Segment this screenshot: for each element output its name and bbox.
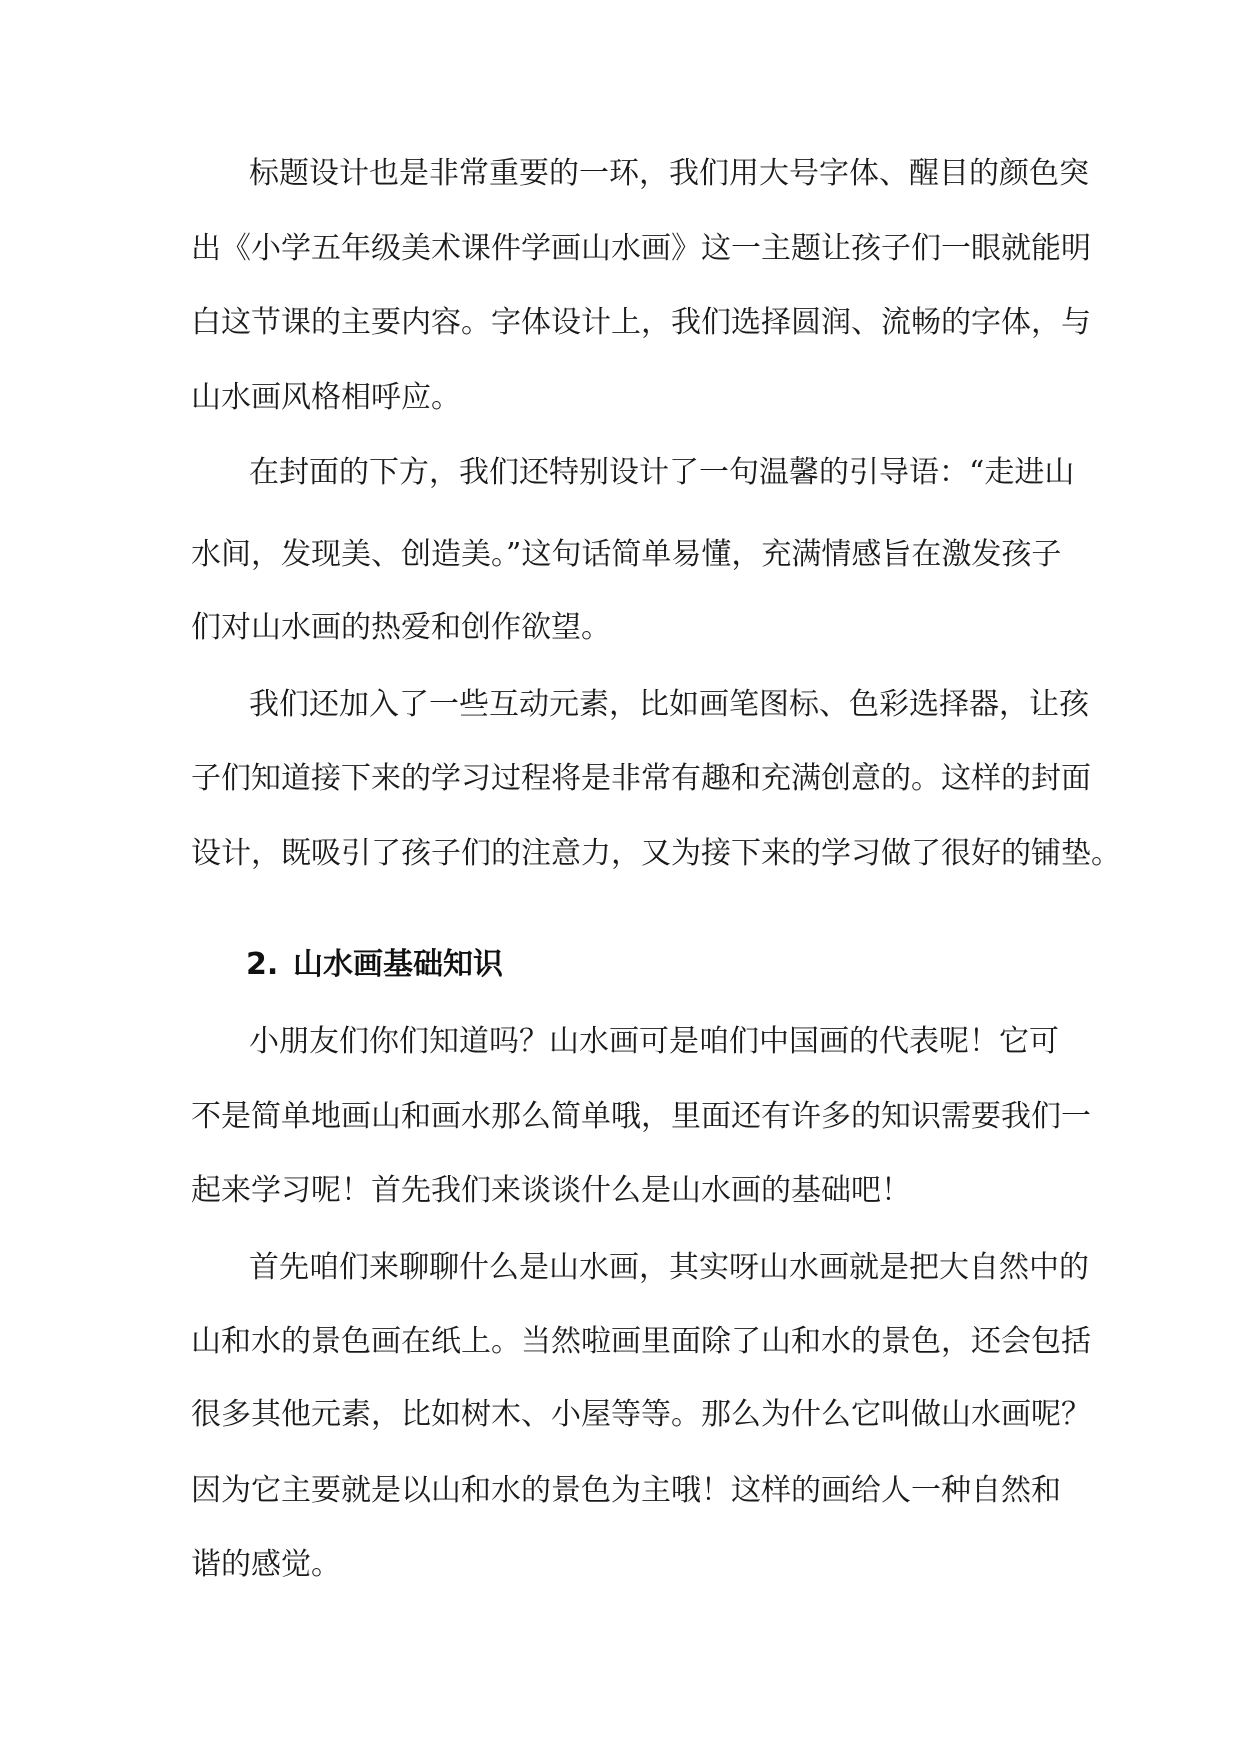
section-heading xyxy=(246,945,503,985)
paragraph-line: 标题设计也是非常重要的一环，我们用大号字体、醒目的颜色突 xyxy=(249,156,1089,191)
paragraph-line: 出《小学五年级美术课件学画山水画》这一主题让孩子们一眼就能明 xyxy=(191,231,1091,266)
section-number: 2. xyxy=(246,947,279,982)
paragraph-line: 首先咱们来聊聊什么是山水画，其实呀山水画就是把大自然中的 xyxy=(249,1250,1089,1285)
paragraph-line: 水间，发现美、创造美。”这句话简单易懂，充满情感旨在激发孩子 xyxy=(191,537,1062,572)
paragraph-line: 山和水的景色画在纸上。当然啦画里面除了山和水的景色，还会包括 xyxy=(191,1324,1091,1359)
paragraph-line: 在封面的下方，我们还特别设计了一句温馨的引导语：“走进山 xyxy=(249,455,1075,490)
paragraph-line: 们对山水画的热爱和创作欲望。 xyxy=(191,610,611,645)
paragraph-line: 谐的感觉。 xyxy=(191,1547,341,1582)
paragraph-line: 很多其他元素，比如树木、小屋等等。那么为什么它叫做山水画呢？ xyxy=(191,1397,1091,1432)
paragraph-line: 设计，既吸引了孩子们的注意力，又为接下来的学习做了很好的铺垫。 xyxy=(191,836,1121,871)
paragraph-line: 因为它主要就是以山和水的景色为主哦！这样的画给人一种自然和 xyxy=(191,1473,1061,1508)
paragraph-line: 山水画风格相呼应。 xyxy=(191,380,461,415)
paragraph-line: 我们还加入了一些互动元素，比如画笔图标、色彩选择器，让孩 xyxy=(249,687,1089,722)
paragraph-line: 白这节课的主要内容。字体设计上，我们选择圆润、流畅的字体，与 xyxy=(191,305,1091,340)
section-title: 山水画基础知识 xyxy=(293,947,503,982)
paragraph-line: 小朋友们你们知道吗？山水画可是咱们中国画的代表呢！它可 xyxy=(249,1024,1059,1059)
paragraph-line: 起来学习呢！首先我们来谈谈什么是山水画的基础吧！ xyxy=(191,1173,911,1208)
paragraph-line: 不是简单地画山和画水那么简单哦，里面还有许多的知识需要我们一 xyxy=(191,1099,1091,1134)
paragraph-line: 子们知道接下来的学习过程将是非常有趣和充满创意的。这样的封面 xyxy=(191,761,1091,796)
